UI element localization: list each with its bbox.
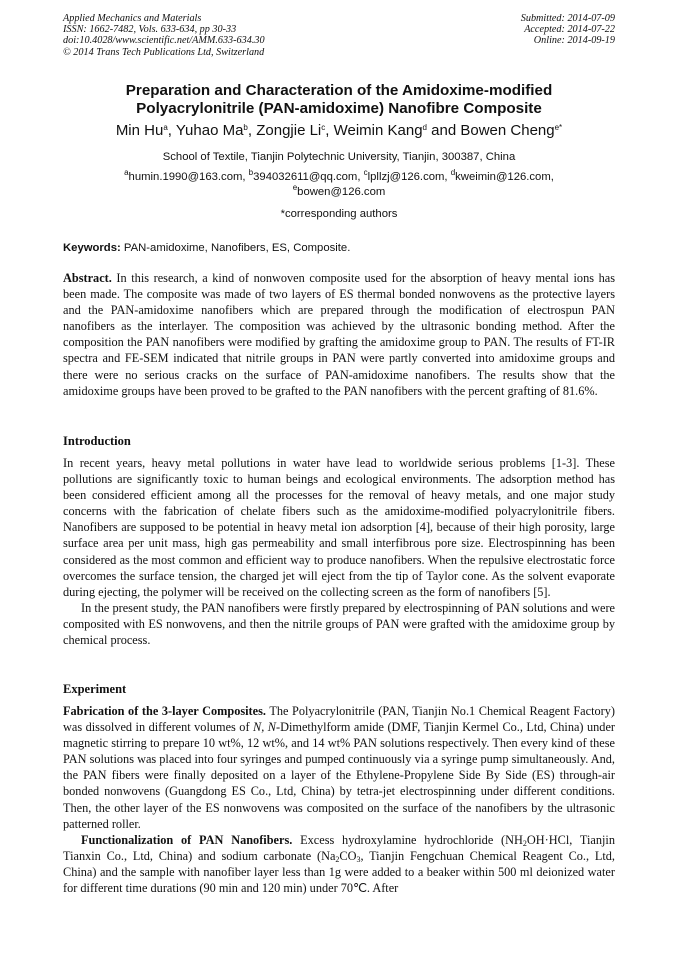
introduction-paragraph-1: In recent years, heavy metal pollutions in water have lead to worldwide serious problems [1-3]. These pollutions are significantly toxic to human beings and ecological environments. The adsorption method has been considered efficient among all the processes for the removal of heavy metals, and one major study concerns with the fabrication of chelate fibers such as the amidoxime-modified polyacrylonitrile fibers. Nanofibers are supposed to be potential in heavy metal ion adsorption [4], because of their high porosity, large surface area per unit mass, high gas permeability and small interfibrous pore size. Electrospinning has been considered as the most common and efficient way to produce nanofibers. When the repulsive electrostatic force overcomes the surface tension, the charged jet will eject from the tip of Taylor cone. As the solvent evaporate during ejecting, the polymer will be received on the collecting screen as the form of nanofibers [5].: [63, 456, 615, 599]
functionalization-text: OH·HCl, Tianjin Tianxin Co., Ltd, China) and sodium carbonate (Na: [63, 832, 615, 863]
author-superscript: d: [422, 123, 427, 132]
paper-title: [40, 82, 638, 118]
publication-dates: [521, 13, 615, 47]
chemical-subscript: 3: [356, 854, 361, 864]
online-date: Online: 2014-09-19: [533, 35, 615, 47]
author-superscript: c: [321, 123, 326, 132]
email-address: 394032611@qq.com: [253, 171, 358, 183]
email-separator: ,: [357, 171, 364, 183]
author-name: Bowen Cheng: [460, 122, 555, 139]
email-separator: ,: [550, 171, 554, 183]
copyright-line: © 2014 Trans Tech Publications Ltd, Switzerland: [63, 46, 265, 58]
email-superscript: c: [363, 168, 368, 177]
introduction-heading: Introduction: [63, 434, 131, 448]
fabrication-label: Fabrication of the 3-layer Composites.: [63, 704, 266, 718]
keywords: [63, 241, 350, 255]
author-separator: and: [427, 122, 461, 139]
author-name: Yuhao Ma: [175, 122, 244, 139]
keywords-text: PAN-amidoxime, Nanofibers, ES, Composite.: [120, 242, 351, 254]
author-superscript: b: [243, 123, 248, 132]
fabrication-italic: N, N: [253, 720, 276, 735]
keywords-label: Keywords:: [63, 242, 121, 254]
title-line-1: Preparation and Characteration of the Amidoxime-modified: [125, 82, 553, 99]
fabrication-text-continued: -Dimethylform amide (DMF, Tianjin Kermel Co., Ltd, China) under magnetic stirring to prepare 10 wt%, 12 wt%, and 14 wt% PAN solutions respectively. Then every kind of these PAN solutions was placed into four syringes and pumped continuously via a syringe pump simultaneously. And, the PAN fibers were finally deposited on a layer of the Ethylene-Propylene Side By Side (ES) through-air bonded nonwovens (Guangdong ES Co., Ltd, China) by tetra-jet electrospinning under different conditions. Then, the other layer of the ES nonwovens was composited on the surface of the nanofibers by the ultrasonic patterned roller.: [63, 720, 615, 831]
functionalization-text: Excess hydroxylamine hydrochloride (NH: [292, 832, 523, 847]
author-superscript: a: [163, 123, 168, 132]
email-address: humin.1990@163.com: [128, 171, 243, 183]
functionalization-text: , Tianjin Fengchuan Chemical Reagent Co., Ltd, China) and the sample with nanofiber layer less than 1g were added to a beaker within 500 ml deionized water for different time durations (90 min and 120 min) under 70℃. After: [63, 848, 615, 896]
submitted-date: Submitted: 2014-07-09: [520, 13, 615, 24]
author-separator: ,: [247, 122, 257, 139]
author-name: Min Hu: [115, 122, 164, 139]
email-address: lpllzj@126.com: [367, 171, 445, 183]
fabrication-paragraph: [63, 703, 615, 832]
journal-name: Applied Mechanics and Materials: [63, 13, 202, 24]
title-line-2: Polyacrylonitrile (PAN-amidoxime) Nanofibre Composite: [136, 100, 542, 117]
author-separator: ,: [167, 122, 176, 139]
abstract-label: Abstract.: [63, 271, 112, 285]
journal-info: [63, 13, 265, 58]
email-superscript: b: [248, 168, 254, 177]
email-list: [60, 170, 618, 200]
abstract: [63, 270, 615, 399]
chemical-subscript: 2: [522, 838, 527, 848]
functionalization-label: Functionalization of PAN Nanofibers.: [81, 832, 293, 847]
affiliation: School of Textile, Tianjin Polytechnic University, Tianjin, 300387, China: [162, 151, 516, 163]
accepted-date: Accepted: 2014-07-22: [524, 24, 615, 36]
author-separator: ,: [325, 122, 334, 139]
email-separator: ,: [444, 171, 451, 183]
email-superscript: e: [292, 183, 298, 192]
author-name: Zongjie Li: [256, 122, 322, 139]
email-address: kweimin@126.com: [455, 171, 551, 183]
experiment-heading: Experiment: [63, 682, 127, 696]
author-name: Weimin Kang: [333, 122, 423, 139]
corresponding-note: *corresponding authors: [280, 208, 398, 220]
introduction-body: [63, 455, 615, 648]
abstract-text: In this research, a kind of nonwoven composite used for the absorption of heavy mental ions has been made. The composite was made of two layers of ES thermal bonded nonwovens as the protective layers and the PAN-amidoxime nanofibers which are prepared through the modification of electrospun PAN nanofibers as the interlayer. The composition was achieved by the ultrasonic bonding method. After the composition the PAN nanofibers were modified by grafting the amidoxime group to PAN. The results of FT-IR spectra and FE-SEM indicated that nitrile groups in PAN were partly converted into amidoxime groups and there were no serious cracks on the surface of PAN-amidoxime nanofibers. The results show that the amidoxime groups have been proved to be grafted to the PAN nanofibers with the percent grafting of 81.6%.: [63, 271, 615, 398]
issn-line: ISSN: 1662-7482, Vols. 633-634, pp 30-33: [63, 24, 237, 36]
functionalization-text: CO: [339, 848, 357, 863]
introduction-paragraph-2: In the present study, the PAN nanofibers were firstly prepared by electrospinning of PAN solutions and were composited with ES nonwovens, and then the nitrile groups of PAN were grafted with the amidoxime group by chemical process.: [63, 600, 615, 648]
author-superscript: e*: [554, 123, 563, 132]
functionalization-paragraph: [63, 832, 615, 896]
email-address: bowen@126.com: [297, 186, 386, 198]
email-superscript: d: [450, 168, 456, 177]
email-separator: ,: [242, 171, 249, 183]
email-superscript: a: [124, 168, 129, 177]
experiment-body: [63, 703, 615, 896]
fabrication-text: The Polyacrylonitrile (PAN, Tianjin No.1 Chemical Reagent Factory) was dissolved in different volumes of: [63, 704, 615, 735]
doi-line: doi:10.4028/www.scientific.net/AMM.633-634.30: [63, 35, 265, 47]
chemical-subscript: 2: [335, 854, 340, 864]
author-list: [40, 122, 638, 140]
